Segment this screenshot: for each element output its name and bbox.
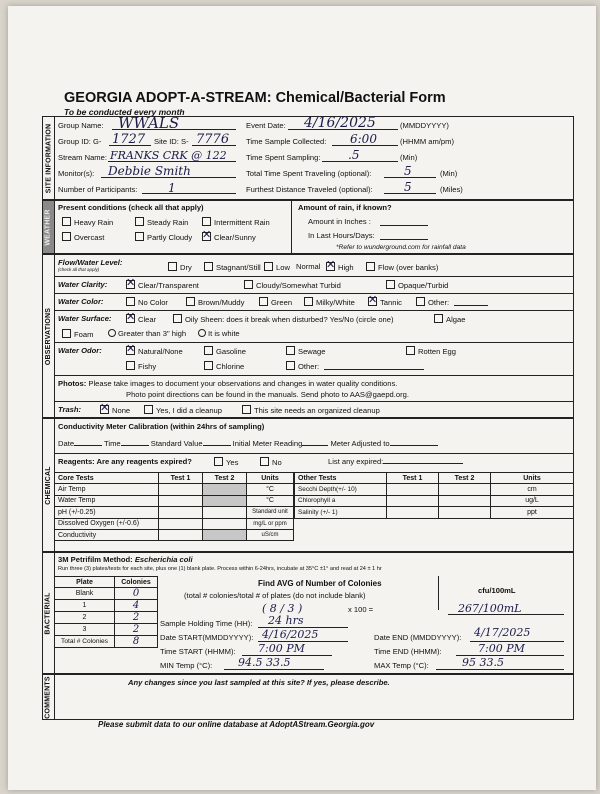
time-collected-value[interactable]: 6:00 xyxy=(350,132,377,146)
event-date-label: Event Date: xyxy=(246,121,286,130)
date-start-value[interactable]: 4/16/2025 xyxy=(262,628,319,641)
trash-organized[interactable]: This site needs an organized cleanup xyxy=(242,405,380,415)
section-bacterial: BACTERIAL xyxy=(42,552,55,674)
odor-other[interactable]: Other: xyxy=(286,361,319,371)
flow-label: Flow/Water Level: xyxy=(58,258,123,267)
date-end-value[interactable]: 4/17/2025 xyxy=(474,626,531,639)
group-name-value[interactable]: WWALS xyxy=(118,114,180,132)
time-sampling-label: Time Spent Sampling: xyxy=(246,153,321,162)
foam-greater-3in[interactable]: Greater than 3" high xyxy=(108,329,186,338)
core-tests-table: Core Tests Test 1 Test 2 Units Air Temp °C Water Temp °C pH (+/-0.25) Standard unit Dissolved Oxygen (+/-0.6) mg/L or ppm Conductivity uS/cm xyxy=(54,472,294,541)
trash-label: Trash: xyxy=(58,405,82,414)
rain-days-field[interactable] xyxy=(380,239,428,240)
table-row: Blank 0 xyxy=(55,588,158,600)
total-travel-value[interactable]: 5 xyxy=(404,164,412,178)
weather-heavy-rain[interactable]: Heavy Rain xyxy=(62,217,113,227)
section-site-information: SITE INFORMATION xyxy=(42,116,55,200)
color-other[interactable]: Other: xyxy=(416,297,449,307)
surface-foam[interactable]: Foam xyxy=(62,329,93,339)
clarity-clear[interactable]: ✕ Clear/Transparent xyxy=(126,280,199,290)
flow-over-banks[interactable]: Flow (over banks) xyxy=(366,262,438,272)
weather-overcast[interactable]: Overcast xyxy=(62,232,104,242)
table-row: 2 2 xyxy=(55,612,158,624)
table-row: Chlorophyll a ug/L xyxy=(295,495,574,506)
formula-value[interactable]: ( 8 / 3 ) xyxy=(262,602,303,615)
calibration-label: Conductivity Meter Calibration (within 24hrs of sampling) xyxy=(58,422,265,431)
trash-none[interactable]: ✕ None xyxy=(100,405,130,415)
odor-natural[interactable]: ✕ Natural/None xyxy=(126,346,183,356)
odor-chlorine[interactable]: Chlorine xyxy=(204,361,244,371)
flow-high[interactable]: ✕ High xyxy=(326,262,354,272)
color-green[interactable]: Green xyxy=(259,297,292,307)
section-chemical: CHEMICAL xyxy=(42,418,55,552)
participants-label: Number of Participants: xyxy=(58,185,138,194)
form-title: GEORGIA ADOPT-A-STREAM: Chemical/Bacterial Form xyxy=(64,90,446,106)
submit-footer: Please submit data to our online database at AdoptAStream.Georgia.gov xyxy=(98,720,375,729)
clarity-cloudy[interactable]: Cloudy/Somewhat Turbid xyxy=(244,280,341,290)
petrifilm-label: 3M Petrifilm Method: Escherichia coli xyxy=(58,555,193,564)
table-row: Conductivity uS/cm xyxy=(55,529,294,540)
trash-cleanup[interactable]: Yes, I did a cleanup xyxy=(144,405,222,415)
odor-label: Water Odor: xyxy=(58,346,102,355)
date-start-label: Date START(MMDDYYYY): xyxy=(160,633,254,642)
form-page: GEORGIA ADOPT-A-STREAM: Chemical/Bacterial Form To be conducted every month SITE INFORMATION Group Name: WWALS Group ID: G- 1727 Site ID: S- 7776 Stream Name: FRANKS CRK @ 122 Monitor(s): Debbie Smith Number of Participants: 1 Event Date: 4/16/2025 (MMDDYYYY) Time Sample Collected: 6:00 (HHMM am/pm) Time Spent Sampling: .5 (Min) Total Time Spent Traveling (optional): 5 (Min) Furthest Distance Traveled (optional): 5 (Miles) WEATHER Present conditions (check all that apply) Heavy Rain Steady Rain Intermittent Rain Overcast Partly Cloudy ✕ Clear/Sunny Amount of rain, if known? Amount in Inches : In Last Hours/Days: *Refer to wunderground.com for rainfall data OBSERVATIONS Flow/Water Level: (check all that apply) Dry Stagnant/Still Low Normal ✕ High Flow (over banks) Water Clarity: ✕ Clear/Transparent Cloudy/Somewhat Turbid Opaque/Turbid Water Color: No Color Brown/Muddy Green Milky/White ✕ Tannic Other: Water Surface: ✕ Clear Oily Sheen: does it break when disturbed? Yes/No (circle one) Algae Foam Greater than 3" high It is white Water Odor: ✕ Natural/None Gasoline Sewage Rotten Egg Fishy Chlorine Other: Photos: Please take images to document your observations and changes in water quality conditions. Photo point directions can be found in the manuals. Send photo to AAS@gaepd.org. Trash: ✕ None Yes, I did a cleanup This site needs an organized cleanup CHEMICAL Conductivity Meter Calibration (within 24hrs of sampling) Date Time Standard Value Initial Meter Reading Meter Adjusted to Reagents: Are any reagents expired? Yes No List any expired: Core Tests Test 1 Test 2 Units Air Temp °C Water Temp °C pH (+/-0.25) Standard unit Dissolved Oxygen (+/-0.6) mg/L or ppm Conductivity uS/cm Other Tests Test 1 Test 2 Units Secchi Depth(+/- 10) cm Chlorophyll a ug/L Salinity (+/- 1) ppt BACTERIAL 3M Petrifilm Method: Escherichia coli Run three (3) plates/tests for each site, plus one (1) blank plate. Process within 6-24hrs, incubate at 35°C ±1° and read at 24 ± 1 hr Plate Colonies Blank 0 1 4 2 2 3 2 Total # Colonies 8 Find AVG of Number of Colonies (total # colonies/total # of plates (do not include blank) ( 8 / 3 ) x 100 = cfu/100mL 267/100mL Sample Holding Time (HH): 24 hrs Date START(MMDDYYYY): 4/16/2025 Time START (HHMM): 7:00 PM MIN Temp (°C): 94.5 33.5 Date END (MMDDYYYY): 4/17/2025 Time END (HHMM): 7:00 PM MAX Temp (°C): 95 33.5 COMMENTS Any changes since you last sampled at this site? If yes, please describe. Please submit data to our online database at AdoptAStream.Georgia.gov xyxy=(8,6,596,790)
color-milky[interactable]: Milky/White xyxy=(304,297,355,307)
section-observations: OBSERVATIONS xyxy=(42,254,55,418)
table-row: 1 4 xyxy=(55,600,158,612)
time-sampling-value[interactable]: .5 xyxy=(348,148,360,162)
present-conditions-label: Present conditions (check all that apply) xyxy=(58,203,204,212)
group-id-label: Group ID: G- xyxy=(58,137,102,146)
monitor-label: Monitor(s): xyxy=(58,169,95,178)
odor-fishy[interactable]: Fishy xyxy=(126,361,156,371)
flow-dry[interactable]: Dry xyxy=(168,262,192,272)
table-row: Air Temp °C xyxy=(55,484,294,495)
weather-steady-rain[interactable]: Steady Rain xyxy=(135,217,188,227)
min-temp-label: MIN Temp (°C): xyxy=(160,661,213,670)
other-tests-table: Other Tests Test 1 Test 2 Units Secchi Depth(+/- 10) cm Chlorophyll a ug/L Salinity (+/- 1) ppt xyxy=(294,472,574,519)
comments-prompt: Any changes since you last sampled at this site? If yes, please describe. xyxy=(128,678,390,687)
reagents-label: Reagents: Are any reagents expired? xyxy=(58,457,192,466)
table-row: Dissolved Oxygen (+/-0.6) mg/L or ppm xyxy=(55,518,294,529)
surface-label: Water Surface: xyxy=(58,314,112,323)
section-weather: WEATHER xyxy=(42,200,55,254)
color-none[interactable]: No Color xyxy=(126,297,168,307)
flow-normal[interactable]: Normal xyxy=(296,262,321,271)
rain-amount-label: Amount of rain, if known? xyxy=(298,203,392,212)
avg-colonies-label: Find AVG of Number of Colonies xyxy=(258,579,382,588)
clarity-opaque[interactable]: Opaque/Turbid xyxy=(386,280,448,290)
petrifilm-instructions: Run three (3) plates/tests for each site, plus one (1) blank plate. Process within 6-24hrs, incubate at 35°C ±1° and read at 24 ± 1 hr xyxy=(58,566,382,572)
cfu-header: cfu/100mL xyxy=(478,586,516,595)
photos-text: Photos: Please take images to document your observations and changes in water quality conditions. xyxy=(58,379,398,388)
furthest-value[interactable]: 5 xyxy=(404,180,412,194)
odor-rotten-egg[interactable]: Rotten Egg xyxy=(406,346,456,356)
flow-stagnant[interactable]: Stagnant/Still xyxy=(204,262,261,272)
flow-low[interactable]: Low xyxy=(264,262,290,272)
clarity-label: Water Clarity: xyxy=(58,280,108,289)
odor-gasoline[interactable]: Gasoline xyxy=(204,346,246,356)
weather-partly-cloudy[interactable]: Partly Cloudy xyxy=(135,232,192,242)
participants-value[interactable]: 1 xyxy=(168,181,176,195)
surface-clear[interactable]: ✕ Clear xyxy=(126,314,156,324)
odor-sewage[interactable]: Sewage xyxy=(286,346,325,356)
surface-algae[interactable]: Algae xyxy=(434,314,465,324)
group-id-value[interactable]: 1727 xyxy=(112,132,146,147)
surface-oily-sheen[interactable]: Oily Sheen: does it break when disturbed? Yes/No (circle one) xyxy=(173,314,394,324)
time-end-label: Time END (HHMM): xyxy=(374,647,442,656)
reagents-expired: List any expired: xyxy=(328,457,463,466)
foam-white[interactable]: It is white xyxy=(198,329,240,338)
section-comments: COMMENTS xyxy=(42,674,55,720)
date-end-label: Date END (MMDDYYYY): xyxy=(374,633,462,642)
holding-time-label: Sample Holding Time (HH): xyxy=(160,619,253,628)
table-row: pH (+/-0.25) Standard unit xyxy=(55,507,294,518)
weather-intermittent-rain[interactable]: Intermittent Rain xyxy=(202,217,270,227)
min-temp-value[interactable]: 94.5 33.5 xyxy=(238,656,291,669)
group-name-label: Group Name: xyxy=(58,121,104,130)
site-id-value[interactable]: 7776 xyxy=(196,132,230,147)
color-label: Water Color: xyxy=(58,297,104,306)
form-subtitle: To be conducted every month xyxy=(64,107,185,117)
table-row: 3 2 xyxy=(55,624,158,636)
plates-table: Plate Colonies Blank 0 1 4 2 2 3 2 Total # Colonies 8 xyxy=(54,576,158,648)
table-row: Secchi Depth(+/- 10) cm xyxy=(295,484,574,495)
weather-clear-sunny[interactable]: ✕ Clear/Sunny xyxy=(202,232,256,242)
reagents-no[interactable]: No xyxy=(260,457,282,467)
time-start-value[interactable]: 7:00 PM xyxy=(258,642,305,655)
color-tannic[interactable]: ✕ Tannic xyxy=(368,297,402,307)
time-end-value[interactable]: 7:00 PM xyxy=(478,642,525,655)
table-row: Water Temp °C xyxy=(55,495,294,506)
holding-time-value[interactable]: 24 hrs xyxy=(268,614,304,627)
rain-inches-field[interactable] xyxy=(380,225,428,226)
reagents-yes[interactable]: Yes xyxy=(214,457,238,467)
table-row: Total # Colonies 8 xyxy=(55,636,158,648)
color-brown[interactable]: Brown/Muddy xyxy=(186,297,244,307)
table-row: Salinity (+/- 1) ppt xyxy=(295,507,574,518)
max-temp-value[interactable]: 95 33.5 xyxy=(462,656,504,669)
time-collected-label: Time Sample Collected: xyxy=(246,137,327,146)
event-date-value[interactable]: 4/16/2025 xyxy=(304,115,376,131)
calibration-row: Date Time Standard Value Initial Meter Reading Meter Adjusted to xyxy=(58,439,438,448)
time-start-label: Time START (HHMM): xyxy=(160,647,236,656)
cfu-value[interactable]: 267/100mL xyxy=(458,602,522,615)
stream-name-label: Stream Name: xyxy=(58,153,107,162)
total-travel-label: Total Time Spent Traveling (optional): xyxy=(246,169,372,178)
site-id-label: Site ID: S- xyxy=(154,137,189,146)
furthest-label: Furthest Distance Traveled (optional): xyxy=(246,185,373,194)
max-temp-label: MAX Temp (°C): xyxy=(374,661,429,670)
monitor-value[interactable]: Debbie Smith xyxy=(108,164,191,178)
stream-name-value[interactable]: FRANKS CRK @ 122 xyxy=(110,149,227,162)
